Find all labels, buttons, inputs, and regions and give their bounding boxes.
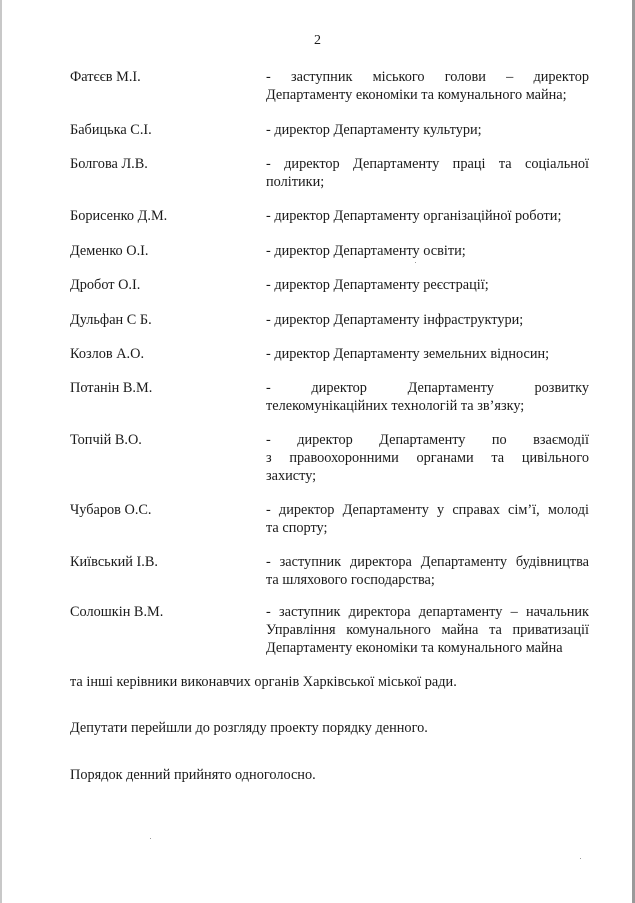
attendee-role-line: - директор Департаменту по взаємодії [266,432,589,448]
attendee-name: Дульфан С Б. [70,312,152,328]
attendee-role [266,379,589,415]
attendee-role-line: - директор Департаменту організаційної роботи; [266,208,562,224]
attendee-role-line: захисту; [266,468,317,484]
attendee-role-line: - директор Департаменту праці та соціальної [266,156,589,172]
closing-line-others: та інші керівники виконавчих органів Харківської міської ради. [70,674,457,690]
attendee-role [266,242,589,260]
scan-speck [150,838,151,839]
scan-edge-left [0,0,2,903]
attendee-name: Солошкін В.М. [70,604,164,620]
attendee-role-line: - директор Департаменту розвитку [266,380,589,396]
page-number: 2 [314,33,321,48]
attendee-role [266,431,589,485]
attendee-role-line: - директор Департаменту освіти; [266,243,466,259]
attendee-role-line: - заступник директора Департаменту будівництва [266,554,589,570]
attendee-role-line: - директор Департаменту культури; [266,122,482,138]
attendee-role-line: - директор Департаменту реєстрації; [266,277,489,293]
attendee-role-line: - заступник директора департаменту – начальник [266,604,589,620]
attendee-name: Деменко О.І. [70,243,149,259]
closing-line-agenda-review: Депутати перейшли до розгляду проекту порядку денного. [70,720,428,736]
attendee-role-line: Департаменту економіки та комунального майна; [266,87,567,103]
attendee-name: Болгова Л.В. [70,156,148,172]
attendee-role-line: політики; [266,174,325,190]
attendee-role [266,155,589,191]
attendee-name: Топчій В.О. [70,432,142,448]
attendee-role [266,311,589,329]
attendee-role-line: - директор Департаменту у справах сім’ї, молоді [266,502,589,518]
attendee-role [266,553,589,589]
attendee-name: Борисенко Д.М. [70,208,168,224]
attendee-name: Фатєєв М.І. [70,69,141,85]
attendee-role [266,68,589,104]
attendee-name: Козлов А.О. [70,346,145,362]
attendee-role [266,276,589,294]
attendee-role-line: - директор Департаменту земельних відносин; [266,346,550,362]
attendee-role-line: та шляхового господарства; [266,572,435,588]
attendee-role [266,501,589,537]
attendee-name: Бабицька С.І. [70,122,152,138]
attendee-name: Київський І.В. [70,554,158,570]
attendee-role [266,603,589,657]
attendee-name: Потанін В.М. [70,380,153,396]
attendee-role [266,121,589,139]
attendee-role [266,345,589,363]
attendee-role-line: Департаменту економіки та комунального майна [266,640,563,656]
attendee-role [266,207,589,225]
attendee-name: Чубаров О.С. [70,502,152,518]
scan-speck [415,262,416,263]
attendee-role-line: та спорту; [266,520,328,536]
scan-speck [580,858,581,859]
closing-line-agenda-adopted: Порядок денний прийнято одноголосно. [70,767,316,783]
attendee-role-line: телекомунікаційних технологій та зв’язку; [266,398,525,414]
attendee-role-line: - заступник міського голови – директор [266,69,589,85]
attendee-role-line: - директор Департаменту інфраструктури; [266,312,524,328]
attendee-role-line: з правоохоронними органами та цивільного [266,450,589,466]
attendee-name: Дробот О.І. [70,277,141,293]
attendee-role-line: Управління комунального майна та приватизації [266,622,589,638]
